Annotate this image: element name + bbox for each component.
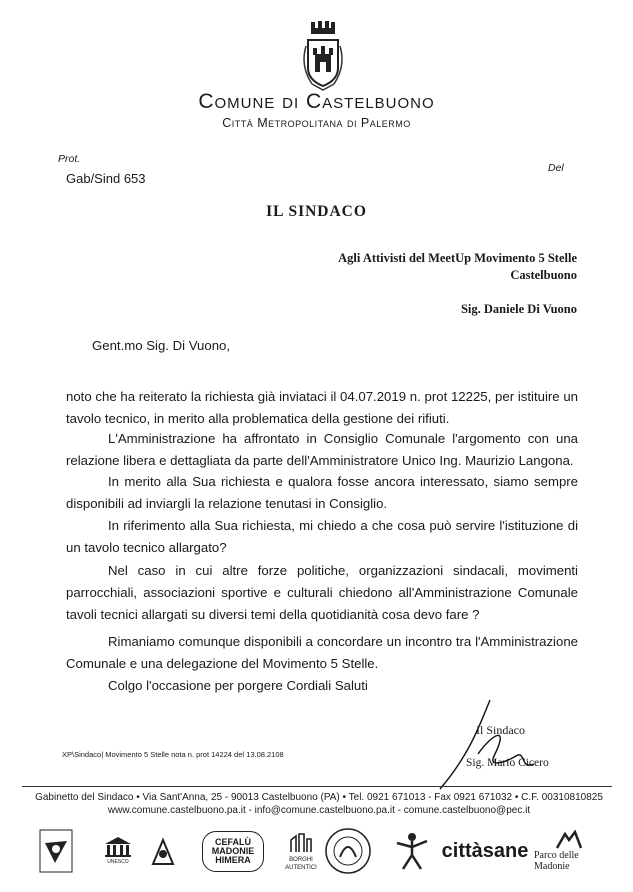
signature-name: Sig. Mario Cicero: [466, 757, 549, 769]
recipient-line-1: Agli Attivisti del MeetUp Movimento 5 Stelle: [338, 251, 577, 265]
municipality-title: Comune di Castelbuono: [198, 90, 435, 113]
paragraph-5: Nel caso in cui altre forze politiche, organizzazioni sindacali, movimenti parrocchiali, associazioni sportive e culturali chiedono all'Amministrazione Comunale tavoli tecnici allargati su diversi temi della quotidianità cosa devo fare ?: [66, 563, 578, 622]
footer-contacts: www.comune.castelbuono.pa.it - info@comune.castelbuono.pa.it - comune.castelbuono@pec.it: [107, 805, 531, 816]
sicily-region-logo: [38, 826, 74, 876]
parco-madonie-logo: [534, 826, 604, 876]
citta-sane-logo: [441, 826, 529, 876]
citta-del-bio-logo: [322, 826, 374, 876]
signature-title: Il Sindaco: [476, 723, 525, 737]
madonie-geopark-logo: [148, 826, 178, 876]
cefalu-logo-text: CEFALÙ MADONIE HIMERA: [202, 831, 264, 872]
municipal-crest: [298, 18, 348, 98]
footer-divider: [22, 786, 612, 787]
recipient-line-2: Castelbuono: [510, 268, 577, 282]
paragraph-4: In riferimento alla Sua richiesta, mi chiedo a che cosa può servire l'istituzione di un tavolo tecnico allargato?: [66, 518, 578, 555]
borghi-autentici-logo: [282, 826, 320, 876]
paragraph-7: Colgo l'occasione per porgere Cordiali Saluti: [108, 678, 368, 693]
cittasane-logo-text: cittàsane: [441, 840, 529, 862]
paragraph-1: noto che ha reiterato la richiesta già inviataci il 04.07.2019 n. prot 12225, per istituire un tavolo tecnico, in merito alla problematica della gestione dei rifiuti.: [66, 389, 578, 426]
del-label: Del: [548, 162, 564, 174]
paragraph-6: Rimaniamo comunque disponibili a concordare un incontro tra l'Amministrazione Comunale e una delegazione del Movimento 5 Stelle.: [66, 634, 578, 671]
prot-number: Gab/Sind 653: [66, 171, 146, 186]
unesco-logo: UNESCO: [96, 826, 140, 876]
greeting: Gent.mo Sig. Di Vuono,: [92, 338, 231, 353]
file-reference: XP\Sindaco| Movimento 5 Stelle nota n. prot 14224 del 13.08.2108: [62, 750, 284, 759]
cefalu-madonie-himera-logo: [202, 826, 264, 876]
municipality-subtitle: Città Metropolitana di Palermo: [222, 116, 411, 130]
paragraph-2: L'Amministrazione ha affrontato in Consiglio Comunale l'argomento con una relazione libera e dettagliata da parte dell'Amministratore Unico Ing. Maurizio Langona.: [66, 431, 578, 468]
recipient-name: Sig. Daniele Di Vuono: [460, 302, 577, 316]
parco-logo-text: Parco delle Madonie: [534, 850, 579, 872]
letter-heading: IL SINDACO: [266, 203, 367, 220]
paragraph-3: In merito alla Sua richiesta e qualora fosse ancora interessato, siamo sempre disponibili ad inviargli la relazione tenutasi in Consiglio.: [66, 474, 578, 511]
handwritten-signature: [430, 694, 540, 794]
agende-21-logo: [384, 826, 440, 876]
prot-label: Prot.: [58, 153, 81, 165]
footer-address: Gabinetto del Sindaco • Via Sant'Anna, 25 - 90013 Castelbuono (PA) • Tel. 0921 671013 - Fax 0921 671032 • C.F. 00310810825: [35, 792, 603, 803]
borghi-logo-text: BORGHI AUTENTICI: [285, 857, 317, 871]
